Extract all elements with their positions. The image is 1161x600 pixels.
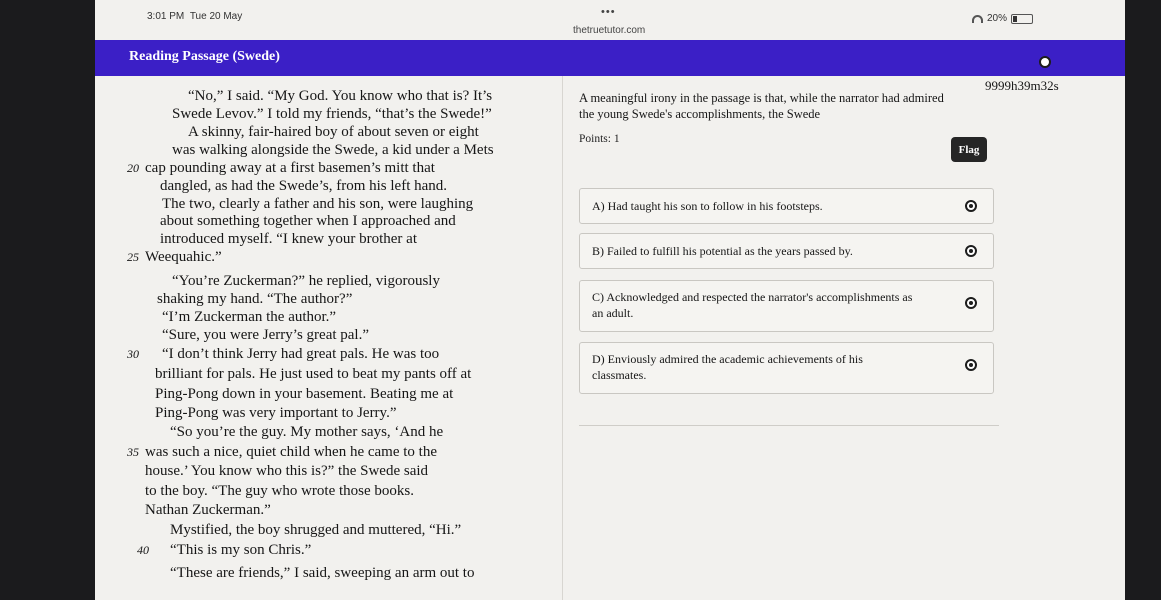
choice-text: an adult. (592, 306, 634, 320)
status-time: 3:01 PM Tue 20 May (147, 11, 243, 22)
radio-c[interactable] (965, 297, 977, 309)
passage-line: about something together when I approached and (160, 213, 456, 229)
line-number: 35 (127, 445, 139, 459)
answer-choice-d[interactable] (579, 342, 994, 394)
question-stem-line: the young Swede's accomplishments, the Swede (579, 107, 821, 121)
passage-line: Mystified, the boy shrugged and muttered, “Hi.” (170, 522, 462, 538)
radio-d[interactable] (965, 359, 977, 371)
page-title: Reading Passage (Swede) (129, 49, 280, 64)
passage-line: dangled, as had the Swede’s, from his left hand. (160, 178, 448, 194)
passage-line: Nathan Zuckerman.” (145, 502, 271, 518)
passage-line: Ping-Pong was very important to Jerry.” (155, 405, 397, 421)
passage-line: was such a nice, quiet child when he came to the (145, 444, 437, 460)
passage-line: Ping-Pong down in your basement. Beating me at (155, 386, 454, 402)
choice-text: A) Had taught his son to follow in his footsteps. (592, 199, 823, 213)
passage-line: “You’re Zuckerman?” he replied, vigorously (172, 273, 440, 289)
radio-a[interactable] (965, 200, 977, 212)
passage-line: to the boy. “The guy who wrote those books. (145, 483, 414, 499)
passage-line: The two, clearly a father and his son, were laughing (162, 196, 474, 212)
passage-line: shaking my hand. “The author?” (157, 291, 353, 307)
column-divider (562, 76, 563, 600)
line-number: 40 (137, 543, 149, 557)
question-panel (579, 76, 1119, 600)
passage-header (95, 40, 1125, 76)
status-bar (95, 0, 1125, 40)
wifi-icon (972, 15, 983, 23)
question-stem-line: A meaningful irony in the passage is that, while the narrator had admired (579, 91, 944, 105)
line-number: 30 (127, 347, 139, 361)
battery-percent: 20% (986, 13, 1007, 24)
passage-line: was walking alongside the Swede, a kid under a Mets (172, 142, 494, 158)
answer-choice-a[interactable] (579, 188, 994, 224)
line-number: 25 (127, 250, 139, 264)
answer-choice-b[interactable] (579, 233, 994, 269)
more-dots-icon[interactable]: ••• (601, 6, 616, 18)
choice-text: classmates. (592, 368, 647, 382)
passage-line: house.’ You know who this is?” the Swede said (145, 463, 429, 479)
passage-line: “I don’t think Jerry had great pals. He was too (162, 346, 440, 362)
battery-icon (1011, 14, 1033, 24)
points-label: Points: 1 (579, 133, 620, 145)
separator (579, 425, 999, 426)
choice-text: D) Enviously admired the academic achievements of his (592, 352, 863, 366)
answer-choice-c[interactable] (579, 280, 994, 332)
passage-line: Swede Levov.” I told my friends, “that’s the Swede!” (172, 106, 492, 122)
passage-line: “Sure, you were Jerry’s great pal.” (162, 327, 369, 343)
passage-line: cap pounding away at a first basemen’s mitt that (145, 160, 435, 176)
passage-line: “This is my son Chris.” (170, 542, 312, 558)
passage-line: “These are friends,” I said, sweeping an arm out to (170, 565, 475, 581)
line-number: 20 (127, 161, 139, 175)
passage-line: Weequahic.” (145, 249, 222, 265)
passage-line: brilliant for pals. He just used to beat my pants off at (155, 366, 472, 382)
tablet-screen (95, 0, 1125, 600)
choice-text: B) Failed to fulfill his potential as the years passed by. (592, 244, 853, 258)
status-indicators (972, 13, 1033, 24)
passage-line: “No,” I said. “My God. You know who that is? It’s (188, 88, 493, 104)
passage-line: A skinny, fair-haired boy of about seven or eight (188, 124, 479, 140)
passage-line: introduced myself. “I knew your brother at (160, 231, 417, 247)
reading-passage (115, 76, 555, 600)
radio-b[interactable] (965, 245, 977, 257)
passage-line: “So you’re the guy. My mother says, ‘And he (170, 424, 444, 440)
choice-text: C) Acknowledged and respected the narrator's accomplishments as (592, 290, 913, 304)
passage-line: “I’m Zuckerman the author.” (162, 309, 337, 325)
timer-toggle-icon[interactable] (1039, 56, 1051, 68)
flag-button[interactable]: Flag (951, 137, 987, 162)
url-label[interactable]: thetruetutor.com (573, 25, 646, 36)
countdown-timer: 9999h39m32s (985, 78, 1059, 93)
